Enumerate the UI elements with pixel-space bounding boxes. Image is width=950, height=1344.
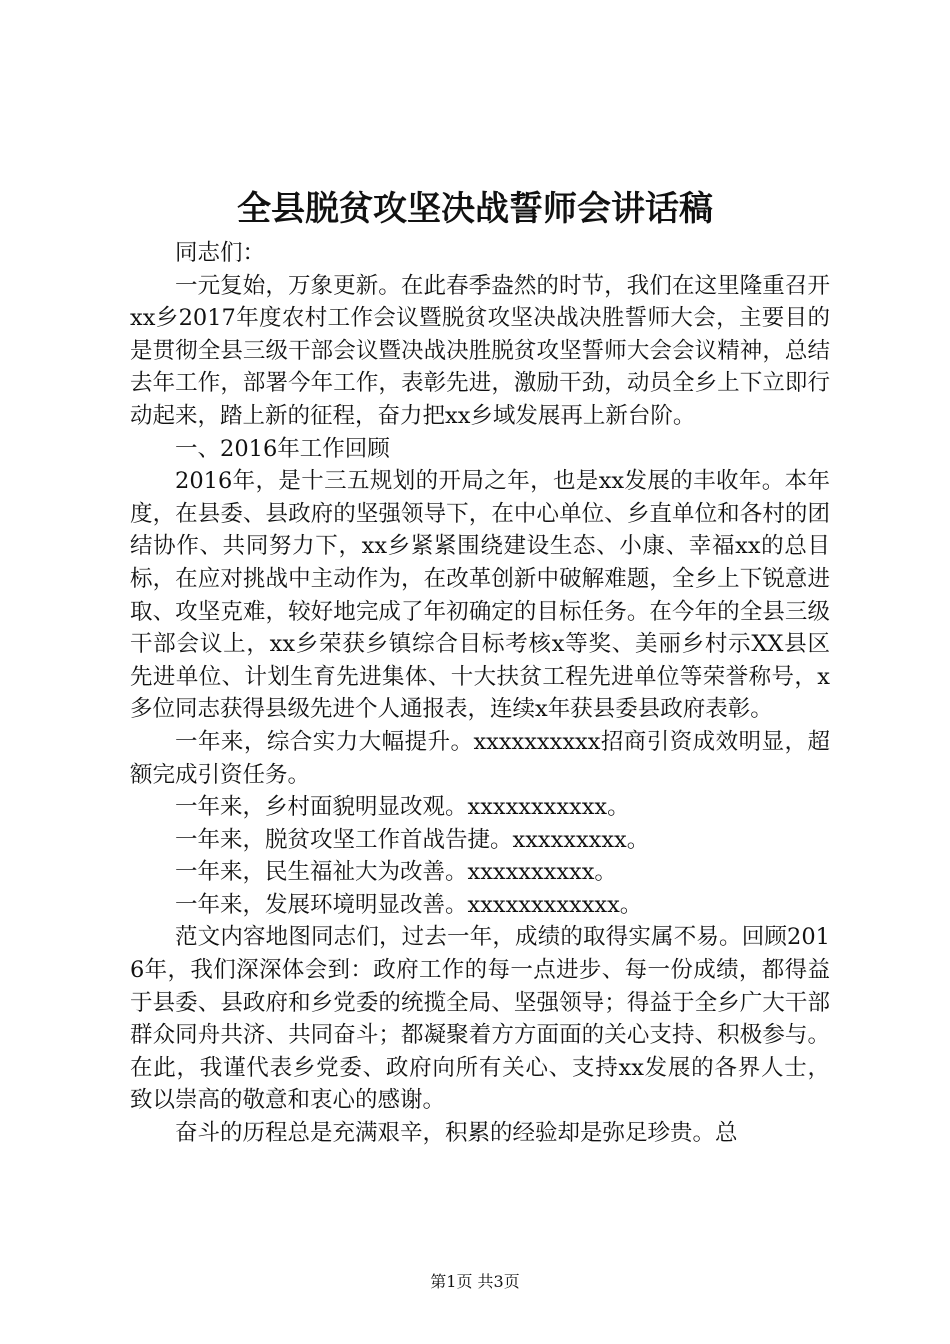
salutation-paragraph: 同志们： — [175, 240, 266, 266]
achievement-item: 一年来，脱贫攻坚工作首战告捷。xxxxxxxxx。 — [175, 826, 650, 853]
document-body — [130, 237, 830, 1150]
achievement-item: 一年来，综合实力大幅提升。xxxxxxxxxx招商引资成效明显，超额完成引资任务。 — [130, 728, 830, 788]
achievement-item: 一年来，民生福祉大为改善。xxxxxxxxxx。 — [175, 859, 617, 886]
achievement-item: 一年来，发展环境明显改善。xxxxxxxxxxxx。 — [175, 891, 643, 918]
review-paragraph: 2016年，是十三五规划的开局之年，也是xx发展的丰收年。本年度，在县委、县政府的坚强领导下，在中心单位、乡直单位和各村的团结协作、共同努力下，xx乡紧紧围绕建设生态、小康、幸福xx的总目标，在应对挑战中主动作为，在改革创新中破解难题，全乡上下锐意进取、攻坚克难，较好地完成了年初确定的目标任务。在今年的全县三级干部会议上，xx乡荣获乡镇综合目标考核x等奖、美丽乡村示XX县区先进单位、计划生育先进集体、十大扶贫工程先进单位等荣誉称号，x多位同志获得县级先进个人通报表，连续x年获县委县政府表彰。 — [130, 468, 830, 723]
page-number-footer: 第1页 共3页 — [430, 1272, 520, 1291]
opening-paragraph: 一元复始，万象更新。在此春季盎然的时节，我们在这里隆重召开xx乡2017年度农村工作会议暨脱贫攻坚决战决胜誓师大会，主要目的是贯彻全县三级干部会议暨决战决胜脱贫攻坚誓师大会会议精神，总结去年工作，部署今年工作，表彰先进，激励干劲，动员全乡上下立即行动起来，踏上新的征程，奋力把xx乡域发展再上新台阶。 — [130, 272, 830, 429]
gratitude-paragraph: 范文内容地图同志们，过去一年，成绩的取得实属不易。回顾2016年，我们深深体会到：政府工作的每一点进步、每一份成绩，都得益于县委、县政府和乡党委的统揽全局、坚强领导；得益于全乡广大干部群众同舟共济、共同奋斗；都凝聚着方方面面的关心支持、积极参与。在此，我谨代表乡党委、政府向所有关心、支持xx发展的各界人士，致以崇高的敬意和衷心的感谢。 — [130, 924, 830, 1114]
achievement-item: 一年来，乡村面貌明显改观。xxxxxxxxxxx。 — [175, 794, 630, 821]
closing-paragraph: 奋斗的历程总是充满艰辛，积累的经验却是弥足珍贵。总 — [175, 1120, 738, 1147]
section-heading: 一、2016年工作回顾 — [175, 435, 390, 462]
page-title: 全县脱贫攻坚决战誓师会讲话稿 — [237, 189, 713, 229]
